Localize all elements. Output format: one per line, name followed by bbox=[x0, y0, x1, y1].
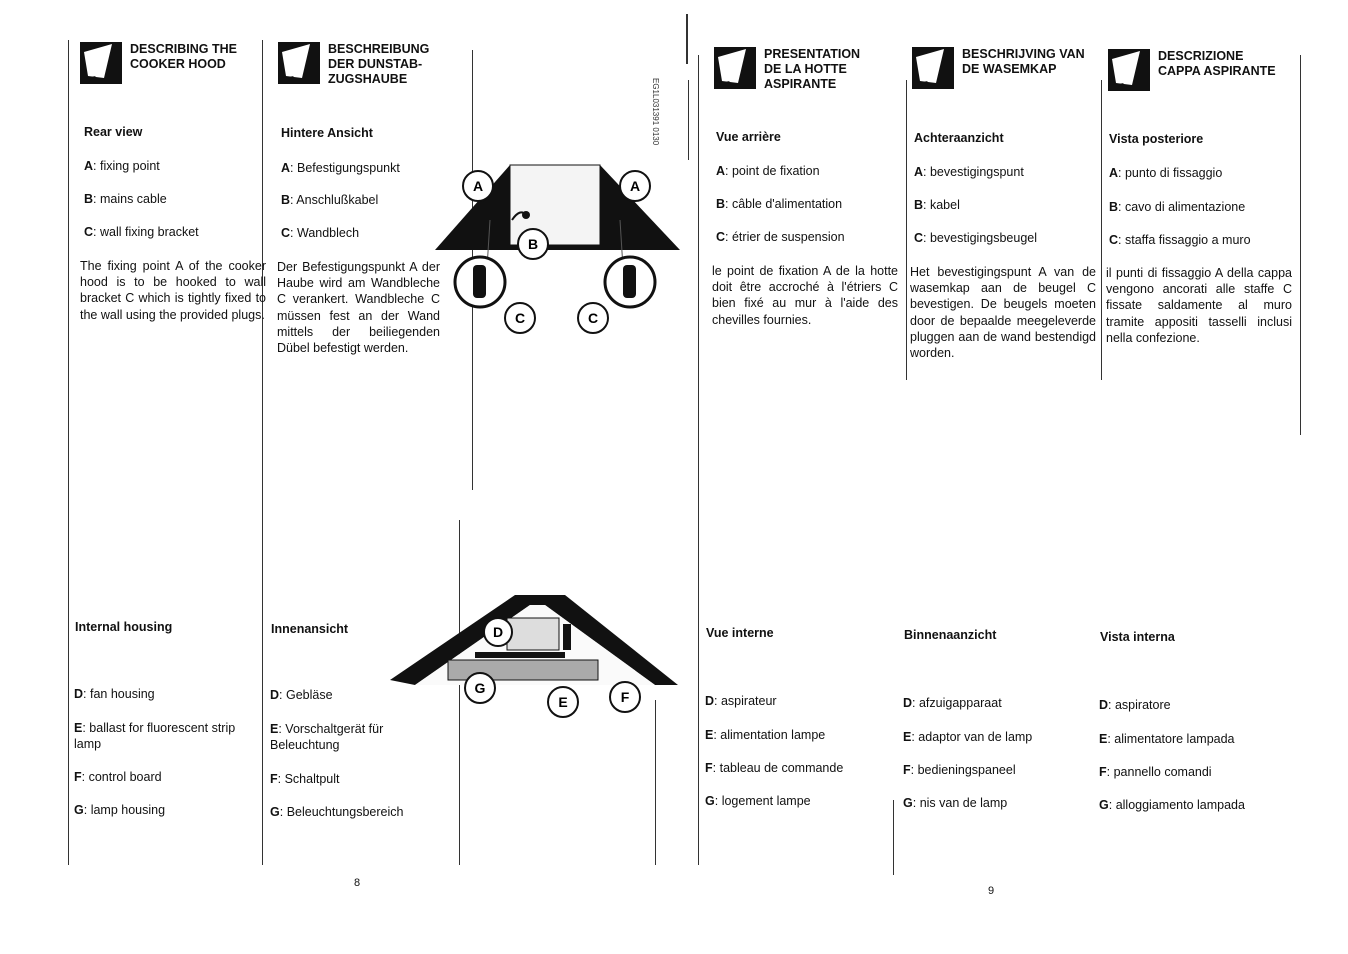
manual-logo-icon bbox=[278, 42, 320, 84]
page-number-left: 8 bbox=[354, 877, 361, 889]
legend-d: D: fan housing bbox=[74, 687, 155, 701]
rear-view-heading: Hintere Ansicht bbox=[281, 126, 373, 140]
legend-d: D: aspiratore bbox=[1099, 698, 1171, 712]
fixing-paragraph: Het bevestigingspunt A van de wasemkap aan de beugel C bevestigen. De beugels moeten door de bepaalde meegeleverde pluggen aan de wand bestendigd worden. bbox=[910, 265, 1096, 361]
legend-b: B: Anschlußkabel bbox=[281, 193, 379, 207]
legend-c: C: Wandblech bbox=[281, 226, 360, 240]
legend-f: F: pannello comandi bbox=[1099, 765, 1212, 779]
legend-a: A: bevestigingspunt bbox=[914, 165, 1024, 179]
document-code: EG1L031391 0130 bbox=[651, 78, 660, 146]
legend-b: B: kabel bbox=[914, 198, 960, 212]
internal-heading: Internal housing bbox=[75, 620, 173, 634]
label-b: B bbox=[527, 236, 539, 252]
label-a: A bbox=[629, 178, 641, 194]
label-c: C bbox=[587, 310, 599, 326]
section-title: BESCHRIJVING VAN DE WASEMKAP bbox=[962, 47, 1085, 76]
rear-view-heading: Vue arrière bbox=[716, 130, 781, 144]
internal-heading: Binnenaanzicht bbox=[904, 628, 997, 642]
fixing-paragraph: il punti di fissaggio A della cappa vengono ancorati alle staffe C fissate saldamente al muro tramite appositi tasselli inclusi nella confezione. bbox=[1106, 266, 1292, 345]
legend-g: G: Beleuchtungsbereich bbox=[270, 805, 404, 819]
legend-c: C: étrier de suspension bbox=[716, 230, 845, 244]
manual-logo-icon bbox=[80, 42, 122, 84]
label-c: C bbox=[514, 310, 526, 326]
section-title: DESCRIZIONE CAPPA ASPIRANTE bbox=[1158, 49, 1276, 78]
page-number-right: 9 bbox=[988, 885, 995, 897]
fixing-paragraph: le point de fixation A de la hotte doit être accroché à l'étriers C bien fixé au mur à l'aide des chevilles fournies. bbox=[712, 264, 898, 327]
legend-e: E: ballast for fluorescent strip lamp bbox=[74, 721, 236, 751]
label-a: A bbox=[472, 178, 484, 194]
legend-a: A: Befestigungspunkt bbox=[281, 161, 400, 175]
rear-view-heading: Achteraanzicht bbox=[914, 131, 1004, 145]
manual-logo-icon bbox=[1108, 49, 1150, 91]
legend-f: F: control board bbox=[74, 770, 162, 784]
manual-logo-icon bbox=[714, 47, 756, 89]
legend-a: A: fixing point bbox=[84, 159, 160, 173]
legend-g: G: logement lampe bbox=[705, 794, 811, 808]
legend-c: C: wall fixing bracket bbox=[84, 225, 199, 239]
legend-e: E: alimentation lampe bbox=[705, 728, 826, 742]
label-d: D bbox=[492, 624, 504, 640]
legend-d: D: Gebläse bbox=[270, 688, 333, 702]
legend-d: D: aspirateur bbox=[705, 694, 777, 708]
legend-e: E: Vorschaltgerät für Beleuchtung bbox=[270, 722, 384, 752]
rear-view-heading: Rear view bbox=[84, 125, 143, 139]
legend-a: A: point de fixation bbox=[716, 164, 820, 178]
legend-b: B: mains cable bbox=[84, 192, 167, 206]
legend-b: B: cavo di alimentazione bbox=[1109, 200, 1246, 214]
fixing-paragraph: The fixing point A of the cooker hood is to be hooked to wall bracket C which is tightly fixed to the wall using the provided plugs. bbox=[80, 259, 266, 322]
legend-e: E: alimentatore lampada bbox=[1099, 732, 1235, 746]
manual-logo-icon bbox=[912, 47, 954, 89]
rear-view-diagram bbox=[430, 160, 685, 340]
internal-housing-diagram bbox=[385, 590, 680, 720]
section-title: BESCHREIBUNG DER DUNSTAB- ZUGSHAUBE bbox=[328, 42, 430, 86]
section-title: DESCRIBING THE COOKER HOOD bbox=[130, 42, 237, 71]
section-title: PRESENTATION DE LA HOTTE ASPIRANTE bbox=[764, 47, 861, 91]
legend-d: D: afzuigapparaat bbox=[903, 696, 1002, 710]
legend-f: F: tableau de commande bbox=[705, 761, 844, 775]
legend-e: E: adaptor van de lamp bbox=[903, 730, 1033, 744]
fixing-paragraph: Der Befestigungspunkt A der Haube wird am Wandbleche C verankert. Wandbleche C müssen fest an der Wand mittels der beiliegenden Dübel befestigt werden. bbox=[277, 260, 440, 356]
internal-heading: Vue interne bbox=[706, 626, 774, 640]
legend-b: B: câble d'alimentation bbox=[716, 197, 843, 211]
label-f: F bbox=[620, 689, 630, 705]
legend-f: F: bedieningspaneel bbox=[903, 763, 1016, 777]
legend-c: C: bevestigingsbeugel bbox=[914, 231, 1038, 245]
label-e: E bbox=[558, 694, 568, 710]
internal-heading: Vista interna bbox=[1100, 630, 1175, 644]
legend-f: F: Schaltpult bbox=[270, 772, 340, 786]
legend-a: A: punto di fissaggio bbox=[1109, 166, 1223, 180]
rear-view-heading: Vista posteriore bbox=[1109, 132, 1204, 146]
legend-g: G: alloggiamento lampada bbox=[1099, 798, 1245, 812]
legend-g: G: lamp housing bbox=[74, 803, 166, 817]
label-g: G bbox=[474, 680, 486, 696]
legend-g: G: nis van de lamp bbox=[903, 796, 1008, 810]
legend-c: C: staffa fissaggio a muro bbox=[1109, 233, 1251, 247]
internal-heading: Innenansicht bbox=[271, 622, 349, 636]
